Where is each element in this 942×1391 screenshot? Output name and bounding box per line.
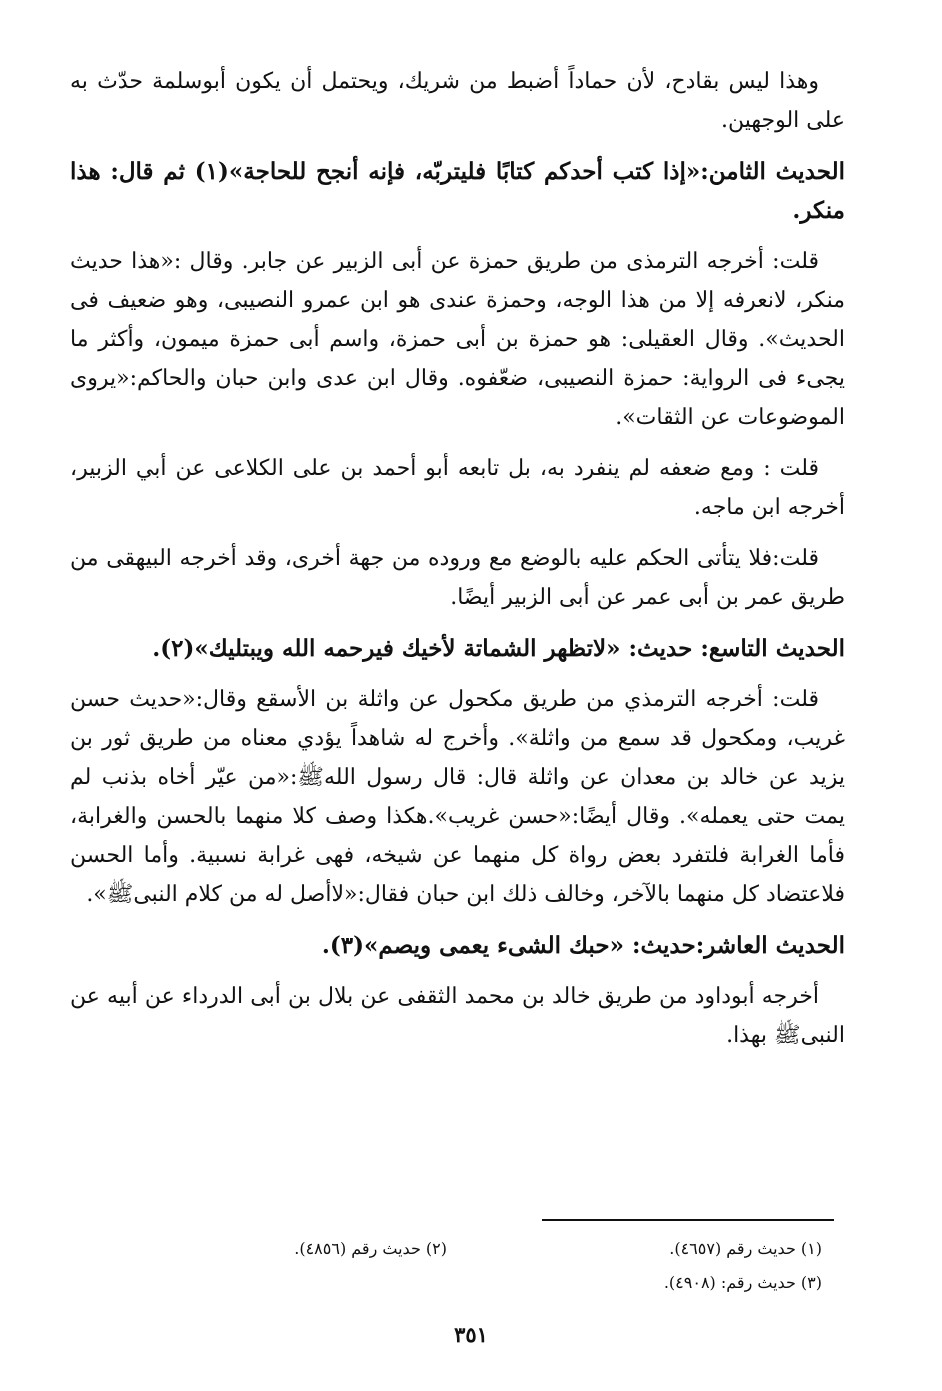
paragraph-9: أخرجه أبوداود من طريق خالد بن محمد الثقفى عن بلال بن أبى الدرداء عن أبيه عن النبىﷺ بهذا. xyxy=(70,984,845,1048)
paragraph-3: قلت: أخرجه الترمذى من طريق حمزة عن أبى الزبير عن جابر. وقال :«هذا حديث منكر، لانعرفه إلا من هذا الوجه، وحمزة عندى هو ابن عمرو النصيبى، وهو ضعيف فى الحديث». وقال العقيلى: هو حمزة بن أبى حمزة، واسم أبى حمزة ميمون، وأكثر ما يجىء فى الرواية: حمزة النصيبى، ضعّفوه. وقال ابن عدى وابن حبان والحاكم:«يروى الموضوعات عن الثقات». xyxy=(70,249,845,430)
paragraph-5: قلت:فلا يتأتى الحكم عليه بالوضع مع وروده من جهة أخرى، وقد أخرجه البيهقى من طريق عمر بن أبى عمر عن أبى الزبير أيضًا. xyxy=(70,546,845,610)
paragraph-7: قلت: أخرجه الترمذي من طريق مكحول عن واثلة بن الأسقع وقال:«حديث حسن غريب، ومكحول قد سمع من واثلة». وأخرج له شاهداً يؤدي معناه من طريق ثور بن يزيد عن خالد بن معدان عن واثلة قال: قال رسول اللهﷺ:«من عيّر أخاه بذنب لم يمت حتى يعمله». وقال أيضًا:«حسن غريب».هكذا وصف كلا منهما بالحسن والغرابة، فأما الغرابة فلتفرد بعض رواة كل منهما عن شيخه، فهى غرابة نسبية. وأما الحسن فلاعتضاد كل منهما بالآخر، وخالف ذلك ابن حبان فقال:«لاأصل له من كلام النبىﷺ». xyxy=(70,687,845,907)
paragraph-1: وهذا ليس بقادح، لأن حماداً أضبط من شريك، ويحتمل أن يكون أبوسلمة حدّث به على الوجهين. xyxy=(70,69,845,133)
hadith-9-heading: الحديث التاسع: حديث: «لاتظهر الشماتة لأخيك فيرحمه الله ويبتليك»(٢). xyxy=(152,635,845,662)
footnote-2: (٢) حديث رقم (٤٨٥٦). xyxy=(294,1239,447,1258)
footnote-separator xyxy=(542,1219,834,1221)
footnote-3: (٣) حديث رقم: (٤٩٠٨). xyxy=(663,1273,822,1292)
page-number: ٣٥١ xyxy=(454,1322,488,1347)
page-body xyxy=(70,62,845,1067)
hadith-8-heading: الحديث الثامن:«إذا كتب أحدكم كتابًا فليتربّه، فإنه أنجح للحاجة»(١) ثم قال: هذا منكر. xyxy=(70,158,845,224)
hadith-10-heading: الحديث العاشر:حديث: «حبك الشىء يعمى ويصم»(٣). xyxy=(321,932,845,959)
footnote-1: (١) حديث رقم (٤٦٥٧). xyxy=(669,1239,822,1258)
paragraph-4: قلت : ومع ضعفه لم ينفرد به، بل تابعه أبو أحمد بن على الكلاعى عن أبي الزبير، أخرجه ابن ماجه. xyxy=(70,456,845,520)
